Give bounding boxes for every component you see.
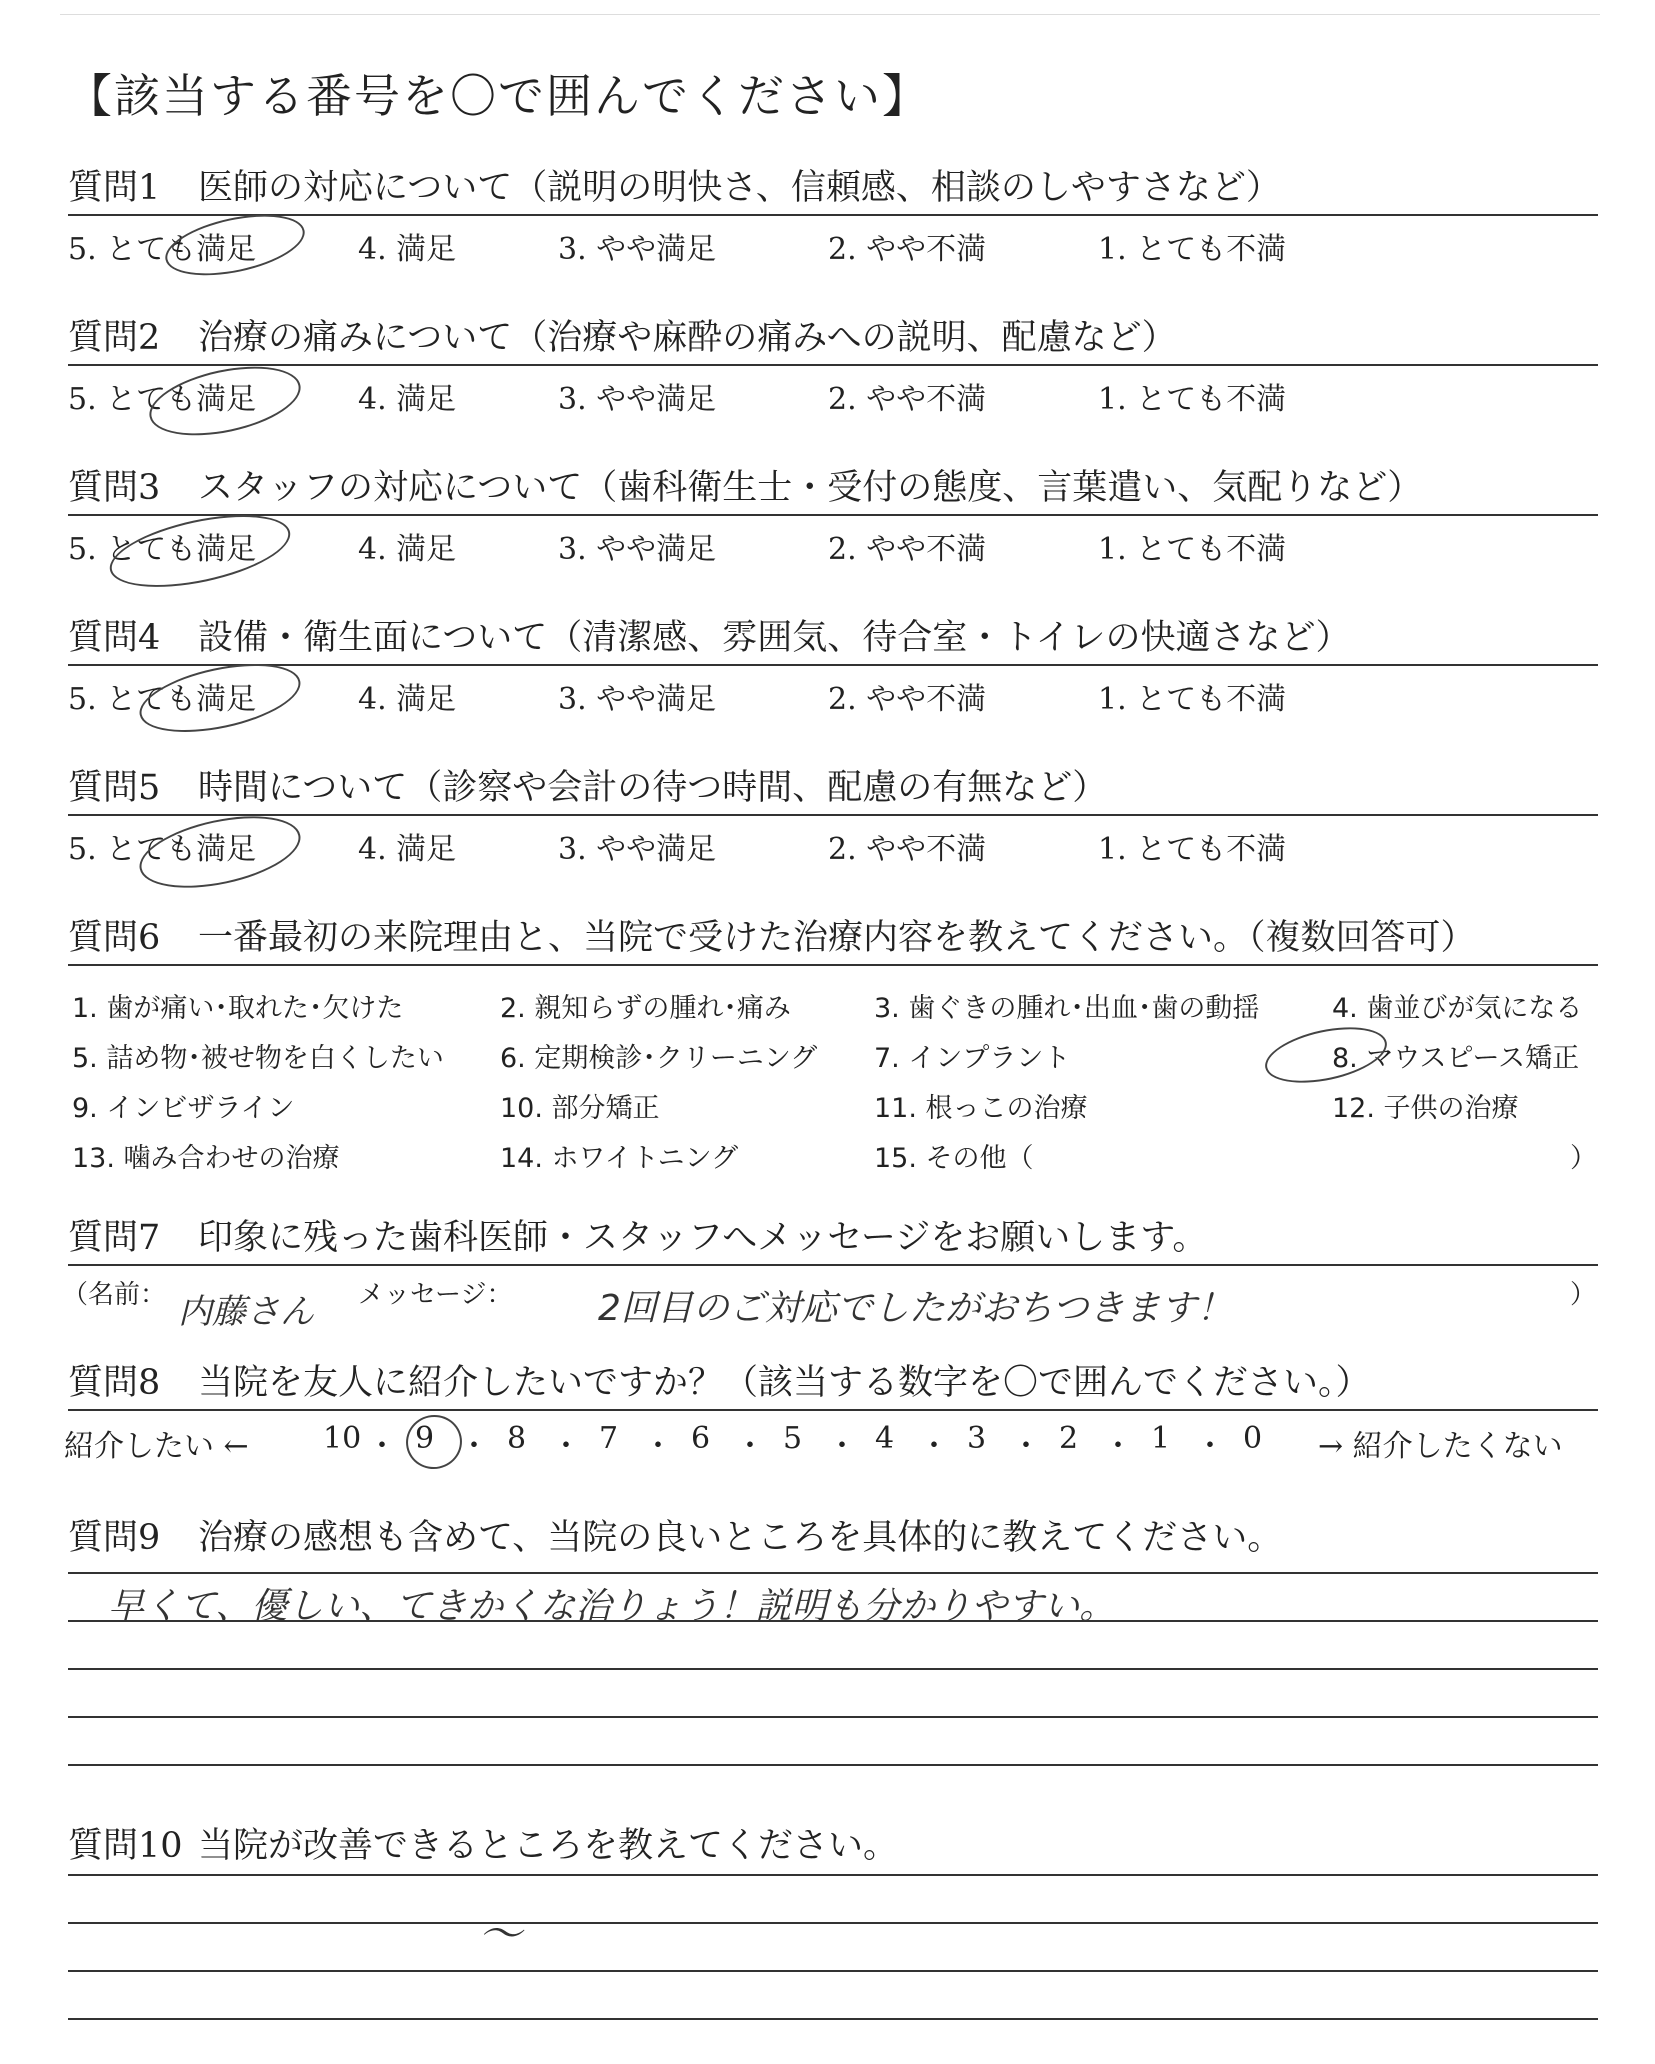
reason-5[interactable]: 5. 詰め物･被せ物を白くしたい <box>72 1043 444 1074</box>
question-text: 治療の感想も含めて、当院の良いところを具体的に教えてください。 <box>198 1518 1283 1558</box>
option-2[interactable]: 2. やや不満 <box>828 382 987 417</box>
name-label: （名前： <box>62 1280 167 1310</box>
answer-line <box>68 2018 1598 2020</box>
scale-value-3[interactable]: 3 <box>967 1421 987 1456</box>
question-text: 時間について（診察や会計の待つ時間、配慮の有無など） <box>198 768 1108 808</box>
option-3[interactable]: 3. やや満足 <box>558 382 717 417</box>
question-number: 質問3 <box>68 468 161 508</box>
answer-line <box>68 1764 1598 1766</box>
question-text: 医師の対応について（説明の明快さ、信頼感、相談のしやすさなど） <box>198 168 1281 208</box>
name-value[interactable]: 内藤さん <box>178 1292 314 1332</box>
reason-10[interactable]: 10. 部分矯正 <box>500 1093 660 1124</box>
answer-line <box>68 1668 1598 1670</box>
scale-value-4[interactable]: 4 <box>875 1421 895 1456</box>
rating-options <box>68 516 1598 567</box>
scale-value-6[interactable]: 6 <box>691 1421 711 1456</box>
option-3[interactable]: 3. やや満足 <box>558 232 717 267</box>
question-number: 質問5 <box>68 768 161 808</box>
question-number: 質問4 <box>68 618 161 658</box>
rating-options <box>68 366 1598 417</box>
question-number: 質問10 <box>68 1826 183 1866</box>
question-6 <box>68 910 1598 1176</box>
option-2[interactable]: 2. やや不満 <box>828 682 987 717</box>
question-text: スタッフの対応について（歯科衛生士・受付の態度、言葉遣い、気配りなど） <box>198 468 1423 508</box>
question-7 <box>62 1210 1598 1336</box>
answer-line <box>68 1922 1598 1924</box>
option-4[interactable]: 4. 満足 <box>358 382 457 417</box>
selection-circle <box>134 652 307 745</box>
reason-7[interactable]: 7. インプラント <box>874 1043 1071 1074</box>
question-9 <box>68 1510 1598 1627</box>
option-1[interactable]: 1. とても不満 <box>1098 382 1287 417</box>
option-4[interactable]: 4. 満足 <box>358 832 457 867</box>
reason-11[interactable]: 11. 根っこの治療 <box>874 1093 1088 1124</box>
reason-13[interactable]: 13. 噛み合わせの治療 <box>72 1143 340 1174</box>
scale-separator: ・ <box>827 1429 857 1464</box>
answer-line <box>68 1572 1598 1574</box>
selection-circle <box>143 355 307 448</box>
scale-separator: ・ <box>735 1429 765 1464</box>
question-text: 当院が改善できるところを教えてください。 <box>198 1826 899 1866</box>
selection-circle <box>160 204 310 286</box>
question-5 <box>68 760 1598 867</box>
option-1[interactable]: 1. とても不満 <box>1098 532 1287 567</box>
question-number: 質問1 <box>68 168 161 208</box>
option-4[interactable]: 4. 満足 <box>358 532 457 567</box>
answer-line <box>68 1874 1598 1876</box>
question-2 <box>68 310 1598 417</box>
question-number: 質問2 <box>68 318 161 358</box>
option-5[interactable]: 5. とても満足 <box>68 832 257 867</box>
option-3[interactable]: 3. やや満足 <box>558 682 717 717</box>
message-label: メッセージ： <box>358 1280 513 1310</box>
option-1[interactable]: 1. とても不満 <box>1098 232 1287 267</box>
reason-14[interactable]: 14. ホワイトニング <box>500 1143 739 1174</box>
option-5[interactable]: 5. とても満足 <box>68 232 257 267</box>
reason-options <box>68 966 1598 1176</box>
scale-value-10[interactable]: 10 <box>323 1421 362 1456</box>
scale-right-label: → 紹介したくない <box>1318 1429 1563 1464</box>
question-text: 治療の痛みについて（治療や麻酔の痛みへの説明、配慮など） <box>198 318 1177 358</box>
scale-separator: ・ <box>367 1429 397 1464</box>
scale-separator: ・ <box>1011 1429 1041 1464</box>
option-2[interactable]: 2. やや不満 <box>828 232 987 267</box>
question-1 <box>68 160 1598 267</box>
answer-text[interactable]: 早くて、優しい、てきかくな治りょう！説明も分かりやすい。 <box>108 1586 1116 1627</box>
question-text: 当院を友人に紹介したいですか？（該当する数字を〇で囲んでください。） <box>198 1363 1371 1403</box>
scale-separator: ・ <box>551 1429 581 1464</box>
scale-value-5[interactable]: 5 <box>783 1421 803 1456</box>
top-border <box>60 14 1600 15</box>
rating-options <box>68 666 1598 717</box>
option-5[interactable]: 5. とても満足 <box>68 532 257 567</box>
question-10 <box>68 1818 1598 1960</box>
reason-9[interactable]: 9. インビザライン <box>72 1093 295 1124</box>
question-text: 一番最初の来院理由と、当院で受けた治療内容を教えてください。（複数回答可） <box>198 918 1476 958</box>
answer-line <box>68 1620 1598 1622</box>
reason-3[interactable]: 3. 歯ぐきの腫れ･出血･歯の動揺 <box>874 993 1260 1024</box>
scale-value-7[interactable]: 7 <box>599 1421 619 1456</box>
scale-separator: ・ <box>1103 1429 1133 1464</box>
option-4[interactable]: 4. 満足 <box>358 682 457 717</box>
scale-value-2[interactable]: 2 <box>1059 1421 1079 1456</box>
question-text: 設備・衛生面について（清潔感、雰囲気、待合室・トイレの快適さなど） <box>198 618 1351 658</box>
question-8 <box>64 1355 1598 1467</box>
question-4 <box>68 610 1598 717</box>
selection-circle <box>1260 1018 1392 1093</box>
page-title: 【該当する番号を〇で囲んでください】 <box>66 69 930 123</box>
option-4[interactable]: 4. 満足 <box>358 232 457 267</box>
answer-line <box>68 1716 1598 1718</box>
message-row <box>62 1266 1598 1336</box>
option-3[interactable]: 3. やや満足 <box>558 832 717 867</box>
scale-separator: ・ <box>459 1429 489 1464</box>
scale-separator: ・ <box>643 1429 673 1464</box>
reason-8[interactable]: 8. マウスピース矯正 <box>1332 1043 1580 1074</box>
message-value[interactable]: 2回目のご対応でしたがおちつきます！ <box>598 1288 1233 1329</box>
rating-options <box>68 816 1598 867</box>
selection-circle <box>133 804 307 901</box>
question-number: 質問7 <box>68 1218 161 1258</box>
scale-separator: ・ <box>919 1429 949 1464</box>
recommend-scale <box>64 1411 1598 1467</box>
option-5[interactable]: 5. とても満足 <box>68 382 257 417</box>
scale-value-1[interactable]: 1 <box>1151 1421 1171 1456</box>
option-5[interactable]: 5. とても満足 <box>68 682 257 717</box>
question-number: 質問8 <box>68 1363 161 1403</box>
scale-value-0[interactable]: 0 <box>1243 1421 1263 1456</box>
scale-value-8[interactable]: 8 <box>507 1421 527 1456</box>
scale-left-label: 紹介したい ← <box>64 1429 249 1464</box>
reason-4[interactable]: 4. 歯並びが気になる <box>1332 993 1583 1024</box>
question-number: 質問9 <box>68 1518 161 1558</box>
selection-circle <box>104 502 297 601</box>
option-1[interactable]: 1. とても不満 <box>1098 832 1287 867</box>
scale-value-9[interactable]: 9 <box>415 1421 435 1456</box>
reason-15[interactable]: 15. その他（ <box>874 1143 1034 1174</box>
message-close: ） <box>1570 1280 1597 1310</box>
answer-line <box>68 1970 1598 1972</box>
scale-separator: ・ <box>1195 1429 1225 1464</box>
reason-6[interactable]: 6. 定期検診･クリーニング <box>500 1043 818 1074</box>
reason-15-close: ） <box>1570 1143 1597 1174</box>
option-2[interactable]: 2. やや不満 <box>828 532 987 567</box>
rating-options <box>68 216 1598 267</box>
reason-12[interactable]: 12. 子供の治療 <box>1332 1093 1519 1124</box>
question-text: 印象に残った歯科医師・スタッフへメッセージをお願いします。 <box>198 1218 1208 1258</box>
question-number: 質問6 <box>68 918 161 958</box>
reason-1[interactable]: 1. 歯が痛い･取れた･欠けた <box>72 993 404 1024</box>
answer-text[interactable]: ～ <box>478 1909 522 1960</box>
option-2[interactable]: 2. やや不満 <box>828 832 987 867</box>
reason-2[interactable]: 2. 親知らずの腫れ･痛み <box>500 993 791 1024</box>
question-3 <box>68 460 1598 567</box>
option-3[interactable]: 3. やや満足 <box>558 532 717 567</box>
option-1[interactable]: 1. とても不満 <box>1098 682 1287 717</box>
